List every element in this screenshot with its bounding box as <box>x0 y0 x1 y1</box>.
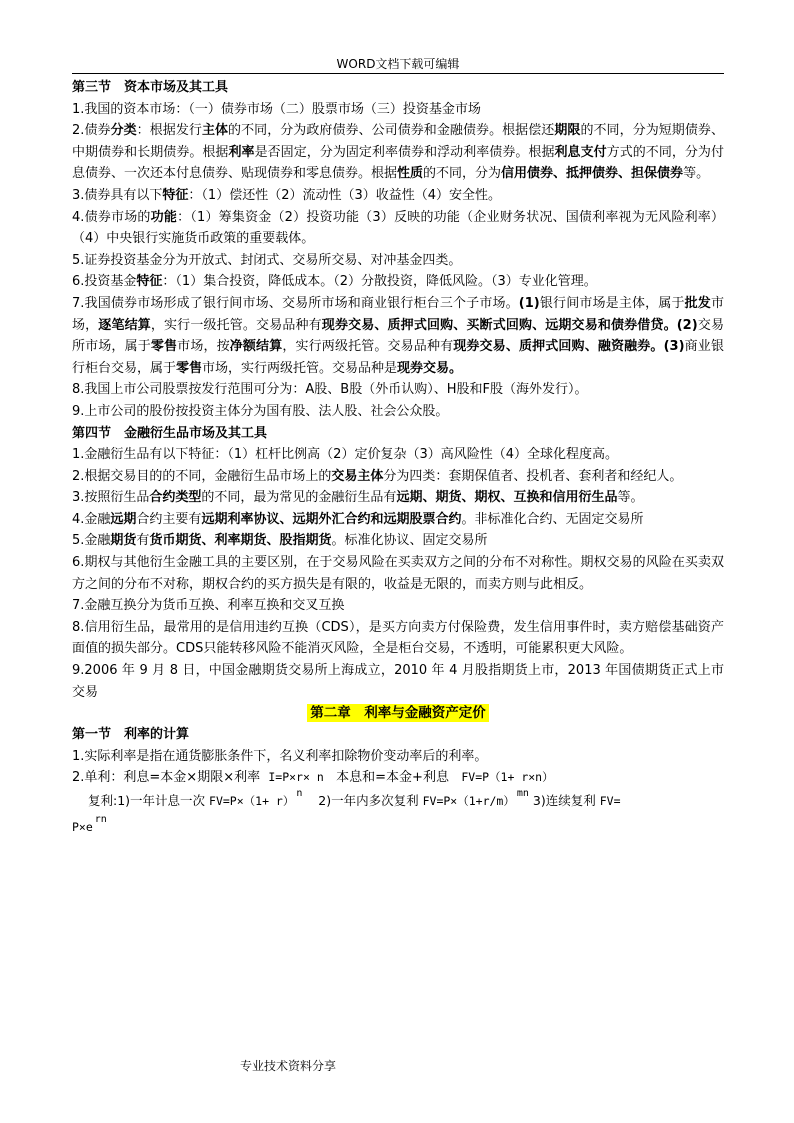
paragraph: 6.投资基金特征：（1）集合投资，降低成本。（2）分散投资，降低风险。（3）专业化管理。 <box>72 274 597 290</box>
paragraph: 2.债券分类：根据发行主体的不同，分为政府债券、公司债券和金融债券。根据偿还期限的不同，分为短期债券、中期债券和长期债券。根据利率是否固定，分为固定利率债券和浮动利率债券。根据利息支付方式的不同，分为付息债券、一次还本付息债券、贴现债券和零息债券。根据性质的不同，分为信用债券、抵押债券、担保债券等。 <box>72 123 724 182</box>
chapter-title: 第二章 利率与金融资产定价 <box>72 703 724 724</box>
paragraph: 5.证券投资基金分为开放式、封闭式、交易所交易、对冲基金四类。 <box>72 252 462 268</box>
paragraph: 5.金融期货有货币期货、利率期货、股指期货。标准化协议、固定交易所 <box>72 533 488 549</box>
paragraph: 4.债券市场的功能：（1）筹集资金（2）投资功能（3）反映的功能（企业财务状况、国债利率视为无风险利率）（4）中央银行实施货币政策的重要载体。 <box>72 209 724 247</box>
paragraph: 4.金融远期合约主要有远期利率协议、远期外汇合约和远期股票合约。非标准化合约、无固定交易所 <box>72 511 644 527</box>
paragraph: 7.我国债券市场形成了银行间市场、交易所市场和商业银行柜台三个子市场。(1)银行间市场是主体，属于批发市场，逐笔结算，实行一级托管。交易品种有现券交易、质押式回购、买断式回购、远期交易和债券借贷。(2)交易所市场，属于零售市场，按净额结算，实行两级托管。交易品种有现券交易、质押式回购、融资融券。(3)商业银行柜台交易，属于零售市场，实行两级托管。交易品种是现券交易。 <box>72 295 724 376</box>
page-footer: 专业技术资料分享 <box>240 1059 337 1073</box>
section-title: 第一节 利率的计算 <box>72 727 190 743</box>
paragraph: 3.债券具有以下特征：（1）偿还性（2）流动性（3）收益性（4）安全性。 <box>72 187 502 203</box>
paragraph: 6.期权与其他衍生金融工具的主要区别，在于交易风险在买卖双方之间的分布不对称性。期权交易的风险在买卖双方之间的分布不对称，期权合约的买方损失是有限的，收益是无限的，而卖方则与此相反。 <box>72 555 724 592</box>
paragraph: 9.2006 年 9 月 8 日，中国金融期货交易所上海成立，2010 年 4 月股指期货上市，2013 年国债期货正式上市交易 <box>72 663 724 700</box>
paragraph: 3.按照衍生品合约类型的不同，最为常见的金融衍生品有远期、期货、期权、互换和信用衍生品等。 <box>72 490 644 506</box>
paragraph: 1.我国的资本市场：（一）债券市场（二）股票市场（三）投资基金市场 <box>72 101 481 117</box>
paragraph: 2.单利：利息=本金×期限×利率 I=P×r× n 本息和=本金+利息 FV=P（1+ r×n） <box>72 770 554 786</box>
paragraph: 8.我国上市公司股票按发行范围可分为：A股、B股（外币认购）、H股和F股（海外发行）。 <box>72 382 588 398</box>
document-body <box>72 77 724 841</box>
paragraph: 8.信用衍生品，最常用的是信用违约互换（CDS），是买方向卖方付保险费，发生信用事件时，卖方赔偿基础资产面值的损失部分。CDS只能转移风险不能消灭风险，全是柜台交易，不透明，可能累积更大风险。 <box>72 619 724 657</box>
page-header: WORD文档下载可编辑 <box>72 56 724 74</box>
paragraph: 7.金融互换分为货币互换、利率互换和交叉互换 <box>72 598 345 614</box>
paragraph: 1.金融衍生品有以下特征：（1）杠杆比例高（2）定价复杂（3）高风险性（4）全球化程度高。 <box>72 447 618 463</box>
compound-interest-formula: 复利:1)一年计息一次 $FV=P\times(1+ r)^n$ 2)一年内多次复利 $FV=P\times(1+r/m)^{mn}$ 3)连续复利 FV= <box>88 788 621 808</box>
paragraph: 9.上市公司的股份按投资主体分为国有股、法人股、社会公众股。 <box>72 403 449 419</box>
paragraph: 2.根据交易目的的不同，金融衍生品市场上的交易主体分为四类：套期保值者、投机者、套利者和经纪人。 <box>72 468 683 484</box>
section-title: 第四节 金融衍生品市场及其工具 <box>72 425 268 441</box>
paragraph: 1.实际利率是指在通货膨胀条件下，名义利率扣除物价变动率后的利率。 <box>72 748 488 764</box>
section-title: 第三节 资本市场及其工具 <box>72 80 229 95</box>
continuous-compound-formula: $P\times e^{rn}$ <box>72 814 107 834</box>
